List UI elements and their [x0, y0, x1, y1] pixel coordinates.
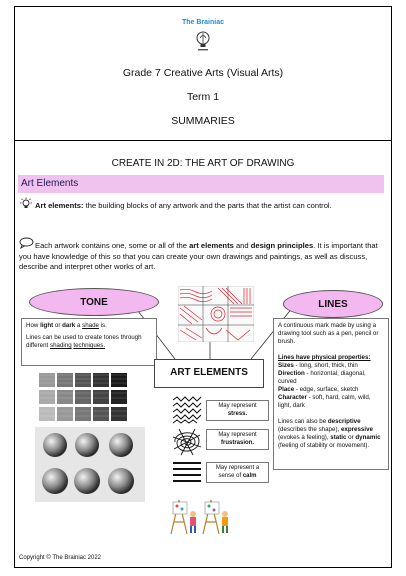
- brand-name: The Brainiac: [181, 19, 224, 26]
- section-title: CREATE IN 2D: THE ART OF DRAWING: [111, 158, 295, 169]
- children-painting-illustration: [165, 494, 231, 536]
- summaries-title: SUMMARIES: [171, 115, 235, 127]
- frustration-scribble-image: [171, 427, 203, 457]
- frustration-caption: May represent frustrasion.: [206, 429, 269, 450]
- tone-description-box: How light or dark a shade is. Lines can be used to create tones through different shading techniques.: [21, 318, 157, 366]
- art-elements-definition: Art elements: the building blocks of any artwork and the parts that the artist can control.: [35, 201, 332, 210]
- tone-oval: TONE: [29, 288, 159, 316]
- stress-caption: May represent stress.: [206, 400, 269, 421]
- art-elements-center-box: ART ELEMENTS: [154, 359, 264, 388]
- line-art-grid-image: [178, 286, 254, 342]
- lines-oval: LINES: [283, 290, 383, 318]
- shading-swatches-image: [37, 371, 145, 423]
- term-title: Term 1: [186, 91, 220, 103]
- shaded-spheres-image: [35, 427, 145, 502]
- page: [14, 6, 392, 568]
- art-elements-paragraph: Each artwork contains one, some or all of the art elements and design principles. It is important that you have knowledge of this so that you can create your own drawings and paintings, as well as discuss, describe and interpret other works of art.: [19, 241, 378, 272]
- lines-description-box: A continuous mark made by using a drawing tool such as a pen, pencil or brush. Lines have physical properties: Sizes - long, short, thick, thin Direction - horizontal, diagonal, curved Place - edge, surface, sketch Character - soft, hard, calm, wild, light, dark Lines can also be descriptive (describes the shape), expressive (evokes a feeling), static or dynamic (feeling of stability or movement).: [273, 318, 389, 470]
- footer-copyright: Copyright © The Brainiac 2022: [19, 555, 102, 561]
- calm-caption: May represent a sense of calm: [206, 462, 269, 483]
- band-title: Art Elements: [21, 178, 79, 189]
- grade-title: Grade 7 Creative Arts (Visual Arts): [122, 67, 284, 79]
- calm-lines-image: [171, 460, 203, 484]
- stress-lines-image: [171, 396, 203, 424]
